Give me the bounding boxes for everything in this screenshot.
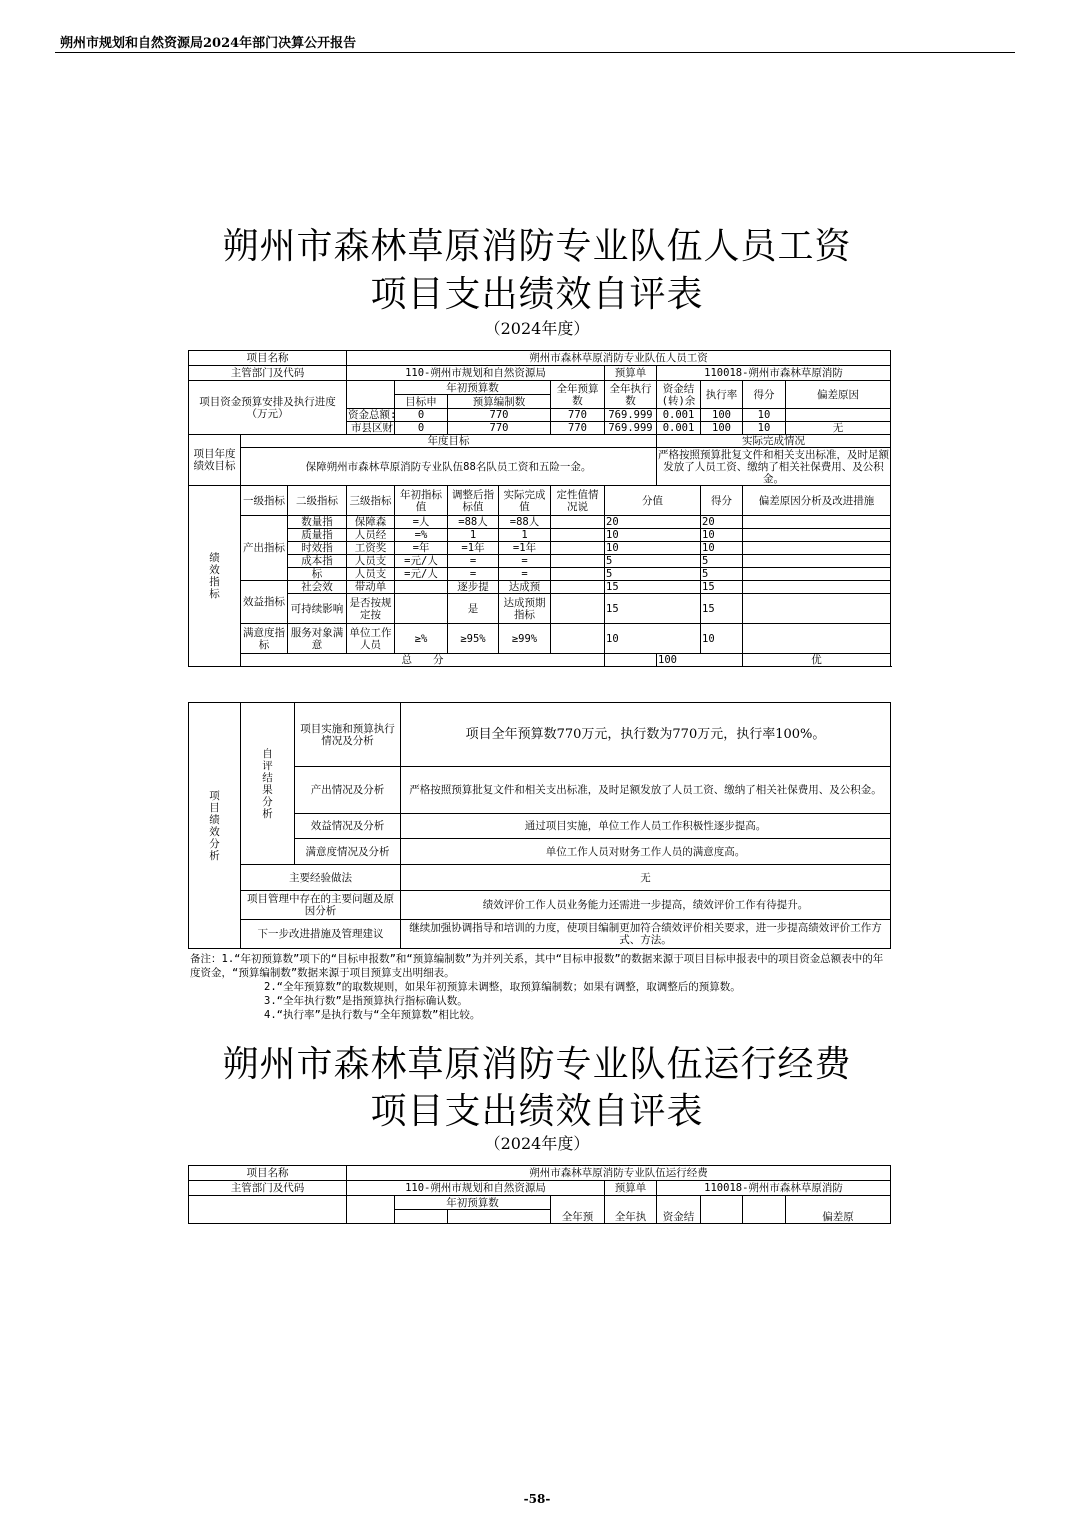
f2-annual-header: 全年预: [551, 1196, 605, 1224]
table-cell: 单位工作人员: [347, 624, 395, 654]
f2-dept-value: 110-朔州市规划和自然资源局: [347, 1181, 605, 1196]
fund-city-target: 0: [395, 422, 448, 435]
ind-header-deviation: 偏差原因分析及改进措施: [743, 486, 891, 516]
f2-project-name-value: 朔州市森林草原消防专业队伍运行经费: [347, 1166, 891, 1181]
f2-deviation-header: 偏差原: [786, 1196, 891, 1224]
f2-budget-unit-value: 110018-朔州市森林草原消防: [657, 1181, 891, 1196]
total-label: 总 分: [241, 654, 605, 667]
table-cell: 5: [701, 568, 743, 581]
compiled-header: 预算编制数: [448, 395, 551, 409]
form2-table: [188, 1165, 891, 1224]
total-grade: 优: [743, 654, 891, 667]
goal-text: 保障朔州市森林草原消防专业队伍88名队员工资和五险一金。: [241, 448, 657, 486]
form1-analysis-table: [188, 702, 891, 949]
fund-total-rate: 100: [701, 409, 743, 422]
f2-exec-header: 全年执: [605, 1196, 657, 1224]
f2-budget-unit-label: 预算单: [605, 1181, 657, 1196]
score-header: 得分: [743, 381, 786, 409]
table-cell: [395, 581, 448, 594]
annual-budget-header: 全年预算数: [551, 381, 605, 409]
fund-total-deviation: [786, 409, 891, 422]
form2-table-clip: [188, 1165, 890, 1223]
table-cell: [743, 568, 891, 581]
table-cell: =年: [395, 542, 448, 555]
problem-text: 绩效评价工作人员业务能力还需进一步提高，绩效评价工作有待提升。: [401, 891, 891, 920]
annual-exec-header: 全年执行数: [605, 381, 657, 409]
form1-title-line2: 项目支出绩效自评表: [370, 274, 704, 315]
fund-city-balance: 0.001: [657, 422, 701, 435]
table-cell: 带动单: [347, 581, 395, 594]
table-cell: [551, 516, 605, 529]
table-row: 时效指: [288, 542, 347, 555]
form2-year: （2024年度）: [484, 1134, 590, 1153]
table-cell: 10: [701, 624, 743, 654]
table-cell: 10: [701, 542, 743, 555]
ind-header-actual: 实际完成值: [499, 486, 551, 516]
initial-budget-header: 年初预算数: [395, 381, 551, 395]
table-cell: [743, 624, 891, 654]
table-cell: [743, 581, 891, 594]
ind-header-initial: 年初指标值: [395, 486, 448, 516]
table-cell: 人员经: [347, 529, 395, 542]
form2-title-line2: 项目支出绩效自评表: [370, 1091, 704, 1132]
project-name-label: 项目名称: [189, 351, 347, 366]
ind-header-adjusted: 调整后指标值: [448, 486, 499, 516]
project-name-value: 朔州市森林草原消防专业队伍人员工资: [347, 351, 891, 366]
f2-balance-header: 资金结: [657, 1196, 701, 1224]
table-cell: [551, 624, 605, 654]
perf-label: 绩效指标: [189, 486, 241, 667]
actual-text: 严格按照预算批复文件和相关支出标准，及时足额发放了人员工资、缴纳了相关社保费用、及公积金。: [658, 448, 890, 485]
table-cell: =: [448, 568, 499, 581]
a2-label: 产出情况及分析: [295, 767, 401, 814]
table-cell: [551, 542, 605, 555]
fund-city-score: 10: [743, 422, 786, 435]
dept-label: 主管部门及代码: [189, 366, 347, 381]
f2-initial-budget-header: 年初预算数: [395, 1196, 551, 1210]
table-row: 可持续影响: [288, 594, 347, 624]
dept-value: 110-朔州市规划和自然资源局: [347, 366, 605, 381]
table-cell: =1年: [499, 542, 551, 555]
table-row: 服务对象满意: [288, 624, 347, 654]
note-2: 2.“全年预算数”的取数规则，如果年初预算未调整，取预算编制数；如果有调整，取调整后的预算数。: [264, 981, 741, 993]
problem-label: 项目管理中存在的主要问题及原因分析: [241, 891, 401, 920]
table-cell: [743, 542, 891, 555]
table-cell: 15: [701, 581, 743, 594]
table-cell: [743, 555, 891, 568]
self-eval-label: 自评结果分析: [241, 703, 295, 865]
f2-dept-label: 主管部门及代码: [189, 1181, 347, 1196]
table-cell: 15: [605, 594, 701, 624]
table-cell: =人: [395, 516, 448, 529]
table-cell: 10: [605, 624, 701, 654]
table-cell: 20: [701, 516, 743, 529]
goal-label: 项目年度绩效目标: [189, 435, 241, 486]
table-cell: =1年: [448, 542, 499, 555]
ind-header-lvl3: 三级指标: [347, 486, 395, 516]
table-cell: [551, 555, 605, 568]
table-cell: [743, 529, 891, 542]
fund-label: 项目资金预算安排及执行进度（万元）: [189, 381, 347, 435]
budget-unit-value: 110018-朔州市森林草原消防: [657, 366, 891, 381]
table-cell: =%: [395, 529, 448, 542]
a3-label: 效益情况及分析: [295, 814, 401, 839]
table-cell: 5: [605, 568, 701, 581]
table-cell: 工资奖: [347, 542, 395, 555]
a2-text: 严格按照预算批复文件和相关支出标准，及时足额发放了人员工资、缴纳了相关社保费用、及公积金。: [401, 767, 891, 814]
fund-total-compiled: 770: [448, 409, 551, 422]
table-cell: ≥%: [395, 624, 448, 654]
fund-city-exec: 769.999: [605, 422, 657, 435]
analysis-label: 项目绩效分析: [189, 703, 241, 949]
form1-title-line1: 朔州市森林草原消防专业队伍人员工资: [222, 226, 852, 267]
table-cell: =: [499, 555, 551, 568]
form1-year: （2024年度）: [484, 319, 590, 338]
table-cell: [551, 568, 605, 581]
table-cell: 人员支: [347, 568, 395, 581]
lvl1-benefit: 效益指标: [241, 581, 288, 624]
lvl1-satisfaction: 满意度指标: [241, 624, 288, 654]
notes: [190, 952, 890, 1022]
table-row: 标: [288, 568, 347, 581]
fund-total-target: 0: [395, 409, 448, 422]
experience-label: 主要经验做法: [241, 865, 401, 891]
fund-city-rate: 100: [701, 422, 743, 435]
table-cell: ≥95%: [448, 624, 499, 654]
ind-header-lvl2: 二级指标: [288, 486, 347, 516]
note-1: 备注：1.“年初预算数”项下的“目标申报数”和“预算编制数”为并列关系，其中“目标申报数”的数据来源于项目目标申报表中的项目资金总额表中的年度资金，“预算编制数”数据来源于项目预算支出明细表。: [190, 953, 884, 979]
table-cell: [551, 594, 605, 624]
fund-total-score: 10: [743, 409, 786, 422]
table-cell: 人员支: [347, 555, 395, 568]
a3-text: 通过项目实施，单位工作人员工作积极性逐步提高。: [401, 814, 891, 839]
fund-city-label: 市县区财: [347, 422, 395, 435]
table-cell: [743, 516, 891, 529]
table-cell: =88人: [448, 516, 499, 529]
fund-city-annual: 770: [551, 422, 605, 435]
note-4: 4.“执行率”是执行数与“全年预算数”相比较。: [264, 1009, 481, 1021]
table-cell: [551, 529, 605, 542]
budget-unit-label: 预算单: [605, 366, 657, 381]
target-header: 目标申: [395, 395, 448, 409]
table-cell: 10: [701, 529, 743, 542]
table-cell: ≥99%: [499, 624, 551, 654]
table-cell: 保障森: [347, 516, 395, 529]
a4-text: 单位工作人员对财务工作人员的满意度高。: [401, 839, 891, 865]
table-cell: 1: [448, 529, 499, 542]
goal-header: 年度目标: [241, 435, 657, 448]
form2-title-line1: 朔州市森林草原消防专业队伍运行经费: [222, 1044, 852, 1085]
a1-label: 项目实施和预算执行情况及分析: [295, 703, 401, 767]
deviation-header: 偏差原因: [786, 381, 891, 409]
next-step-text: 继续加强协调指导和培训的力度，使项目编制更加符合绩效评价相关要求，进一步提高绩效评价工作方式、方法。: [401, 920, 891, 949]
table-cell: 逐步提: [448, 581, 499, 594]
header-rule: [55, 52, 1015, 53]
table-cell: 20: [605, 516, 701, 529]
balance-header: 资金结(转)余: [657, 381, 701, 409]
table-cell: =88人: [499, 516, 551, 529]
table-row: 社会效: [288, 581, 347, 594]
fund-total-balance: 0.001: [657, 409, 701, 422]
table-cell: =元/人: [395, 568, 448, 581]
total-score: 100: [657, 654, 743, 667]
table-cell: 5: [701, 555, 743, 568]
ind-header-lvl1: 一级指标: [241, 486, 288, 516]
table-row: 数量指: [288, 516, 347, 529]
a1-text: 项目全年预算数770万元，执行数为770万元，执行率100%。: [401, 703, 891, 767]
fund-total-label: 资金总额:: [348, 409, 397, 421]
experience-text: 无: [401, 865, 891, 891]
ind-header-qual: 定性值情况说: [551, 486, 605, 516]
f2-project-name-label: 项目名称: [189, 1166, 347, 1181]
actual-header: 实际完成情况: [657, 435, 891, 448]
table-cell: [551, 581, 605, 594]
table-cell: =元/人: [395, 555, 448, 568]
table-cell: 15: [605, 581, 701, 594]
table-row: 质量指: [288, 529, 347, 542]
table-cell: 是: [448, 594, 499, 624]
table-row: 成本指: [288, 555, 347, 568]
table-cell: 1: [499, 529, 551, 542]
rate-header: 执行率: [701, 381, 743, 409]
lvl1-output: 产出指标: [241, 516, 288, 581]
table-cell: 5: [605, 555, 701, 568]
table-cell: 达成预期指标: [499, 594, 551, 624]
page-number: -58-: [523, 1492, 551, 1506]
ind-header-score: 得分: [701, 486, 743, 516]
a4-label: 满意度情况及分析: [295, 839, 401, 865]
form1-table: [188, 350, 891, 667]
next-step-label: 下一步改进措施及管理建议: [241, 920, 401, 949]
fund-total-annual: 770: [551, 409, 605, 422]
table-cell: [395, 594, 448, 624]
fund-city-deviation: 无: [786, 422, 891, 435]
fund-total-exec: 769.999: [605, 409, 657, 422]
table-cell: [743, 594, 891, 624]
ind-header-weight: 分值: [605, 486, 701, 516]
table-cell: 10: [605, 529, 701, 542]
table-cell: 达成预: [499, 581, 551, 594]
document-header: 朔州市规划和自然资源局2024年部门决算公开报告: [60, 36, 357, 51]
fund-city-compiled: 770: [448, 422, 551, 435]
table-cell: =: [448, 555, 499, 568]
table-cell: 是否按规定按: [347, 594, 395, 624]
table-cell: 10: [605, 542, 701, 555]
note-3: 3.“全年执行数”是指预算执行指标确认数。: [264, 995, 468, 1007]
table-cell: 15: [701, 594, 743, 624]
table-cell: =: [499, 568, 551, 581]
